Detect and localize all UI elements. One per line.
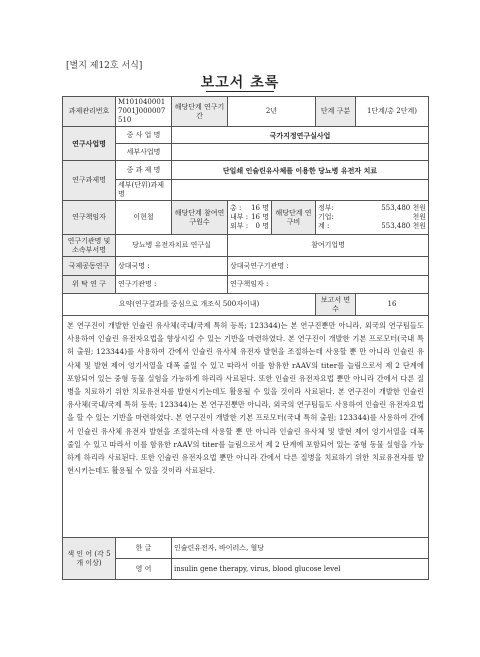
participants-cell [228,201,272,235]
intl-label: 국제공동연구 [63,257,116,276]
funding-total: 계 : 553,480 천원 [318,222,426,230]
summary-text: 본 연구진이 개발한 인슐린 유사체(국내/국제 특허 등록; 123344)는 본 연구진뿐만 아니라, 외국의 연구팀들도 사용하여 인슐린 유전자요법을 향상시킬 수 있는 기반을 마련하였다. 본 연구진이 개발한 기본 프로모터(국내 특허 출원; 123344)를 사용하여 간에서 인슐린 유사체 유전자 발현을 조절하는데 사용할 뿐 만 아니라 인슐린 유사체 및 발현 제어 엉기서열을 대폭 줄일 수 있고 따라서 이를 함유한 rAAV의 titer를 늘림으로서 제 2 단계에 포함되어 있는 중형 동물 실험을 가능하게 하리라 사료된다. 또한 인슐린 유전자요법 뿐만 아니라 간에서 다른 질병을 치료하기 위한 치료유전자를 발현시키는데도 활용될 수 있을 것이라 사료된다. 본 연구진이 개발한 인슐린 유사체(국내/국제 특허 등록; 123344)는 본 연구진뿐만 아니라, 외국의 연구팀들도 사용하여 인슐린 유전자요법을 할 수 있는 기반을 마련하였다. 본 연구진이 개발한 기본 프로모터(국내 특허 출원; 123344)를 사용하여 간에서 인슐린 유사체 유전자 발현을 조절하는데 사용할 뿐 만 아니라 인슐린 유사체 및 발현 제어 엉기서열을 대폭 줄일 수 있고 따라서 이를 함유한 rAAV의 titer를 늘림으로서 제 2 단계에 포함되어 있는 중형 동물 실험을 가능하게 하리라 사료된다. 또한 인슐린 유전자요법 뿐만 아니라 간에서 다른 질병을 치료하기 위한 치료유전자를 발현시키는데도 활용될 수 있을 것이라 사료된다. [63,316,429,538]
funding-label: 해당단계 연구비 [272,201,316,235]
row-mid-task [63,161,429,180]
sub-project-label: 세부사업명 [116,144,172,161]
keywords-label: 색 인 어 (각 5개 이상) [63,538,116,580]
keywords-en-label: 영 어 [116,559,172,580]
stage-period-label: 해당단계 연구기간 [172,97,228,127]
form-label: [별지 제12호 서식] [66,61,143,71]
row-summary [63,316,429,538]
commission-inst: 연구기관명 : [116,276,228,294]
mgmt-no: M1010400017001J000007510 [116,97,172,127]
summary-label: 요약(연구결과를 중심으로 개조식 500자이내) [63,294,316,316]
research-project-label: 연구사업명 [63,127,116,161]
stage-div-label: 단계 구분 [316,97,356,127]
row-institution [63,235,429,257]
row-sub-project [63,144,429,161]
detail-task-label: 세부(단위)과제명 [116,180,172,201]
stage-div: 1단계/총 2단계) [356,97,429,127]
report-pages: 16 [356,294,429,316]
participants-internal: 내부 : 16 명 [230,213,269,221]
mid-project-label: 중 사 업 명 [116,127,172,144]
keywords-en: insulin gene therapy, virus, blood glucose level [172,559,429,580]
keywords-ko-label: 한 글 [116,538,172,559]
row-keywords-en [63,559,429,580]
row-commission [63,276,429,294]
participants-total: 총 : 16 명 [230,204,269,212]
row-researcher [63,201,429,235]
row-keywords-ko [63,538,429,559]
mgmt-no-label: 과제관리번호 [63,97,116,127]
intl-country: 상대국명 : [116,257,228,276]
research-task-label: 연구과제명 [63,161,116,201]
row-mid-project [63,127,429,144]
institution: 당뇨병 유전자치료 연구실 [116,235,228,257]
keywords-ko: 인슐린유전자, 바이러스, 혈당 [172,538,429,559]
stage-period: 2년 [228,97,316,127]
researcher-label: 연구책임자 [63,201,116,235]
detail-task [172,180,429,201]
researcher: 이현철 [116,201,172,235]
page-title: 보고서 초록 [200,75,280,91]
institution-label: 연구기관명 및 소속부서명 [63,235,116,257]
mid-task: 단일쇄 인슐린유사체를 이용한 당뇨병 유전자 치료 [172,161,429,180]
row-mgmt [63,97,429,127]
participants-label: 해당단계 참여연구원수 [172,201,228,235]
partner-label: 참여기업명 [228,235,429,257]
report-table [62,96,429,580]
intl-inst: 상대국연구기관명 : [228,257,429,276]
mid-task-label: 중 과 제 명 [116,161,172,180]
report-pages-label: 보고서 면수 [316,294,356,316]
participants-external: 외부 : 0 명 [230,222,269,230]
funding-company: 기업: 천원 [318,213,426,221]
row-intl [63,257,429,276]
mid-project: 국가지정연구실사업 [172,127,429,144]
row-summary-header [63,294,429,316]
commission-label: 위 탁 연 구 [63,276,116,294]
sub-project [172,144,429,161]
row-detail-task [63,180,429,201]
commission-lead: 연구책임자 : [228,276,429,294]
funding-cell [316,201,429,235]
funding-government: 정부: 553,480 천원 [318,204,426,212]
title-underline [206,91,274,92]
